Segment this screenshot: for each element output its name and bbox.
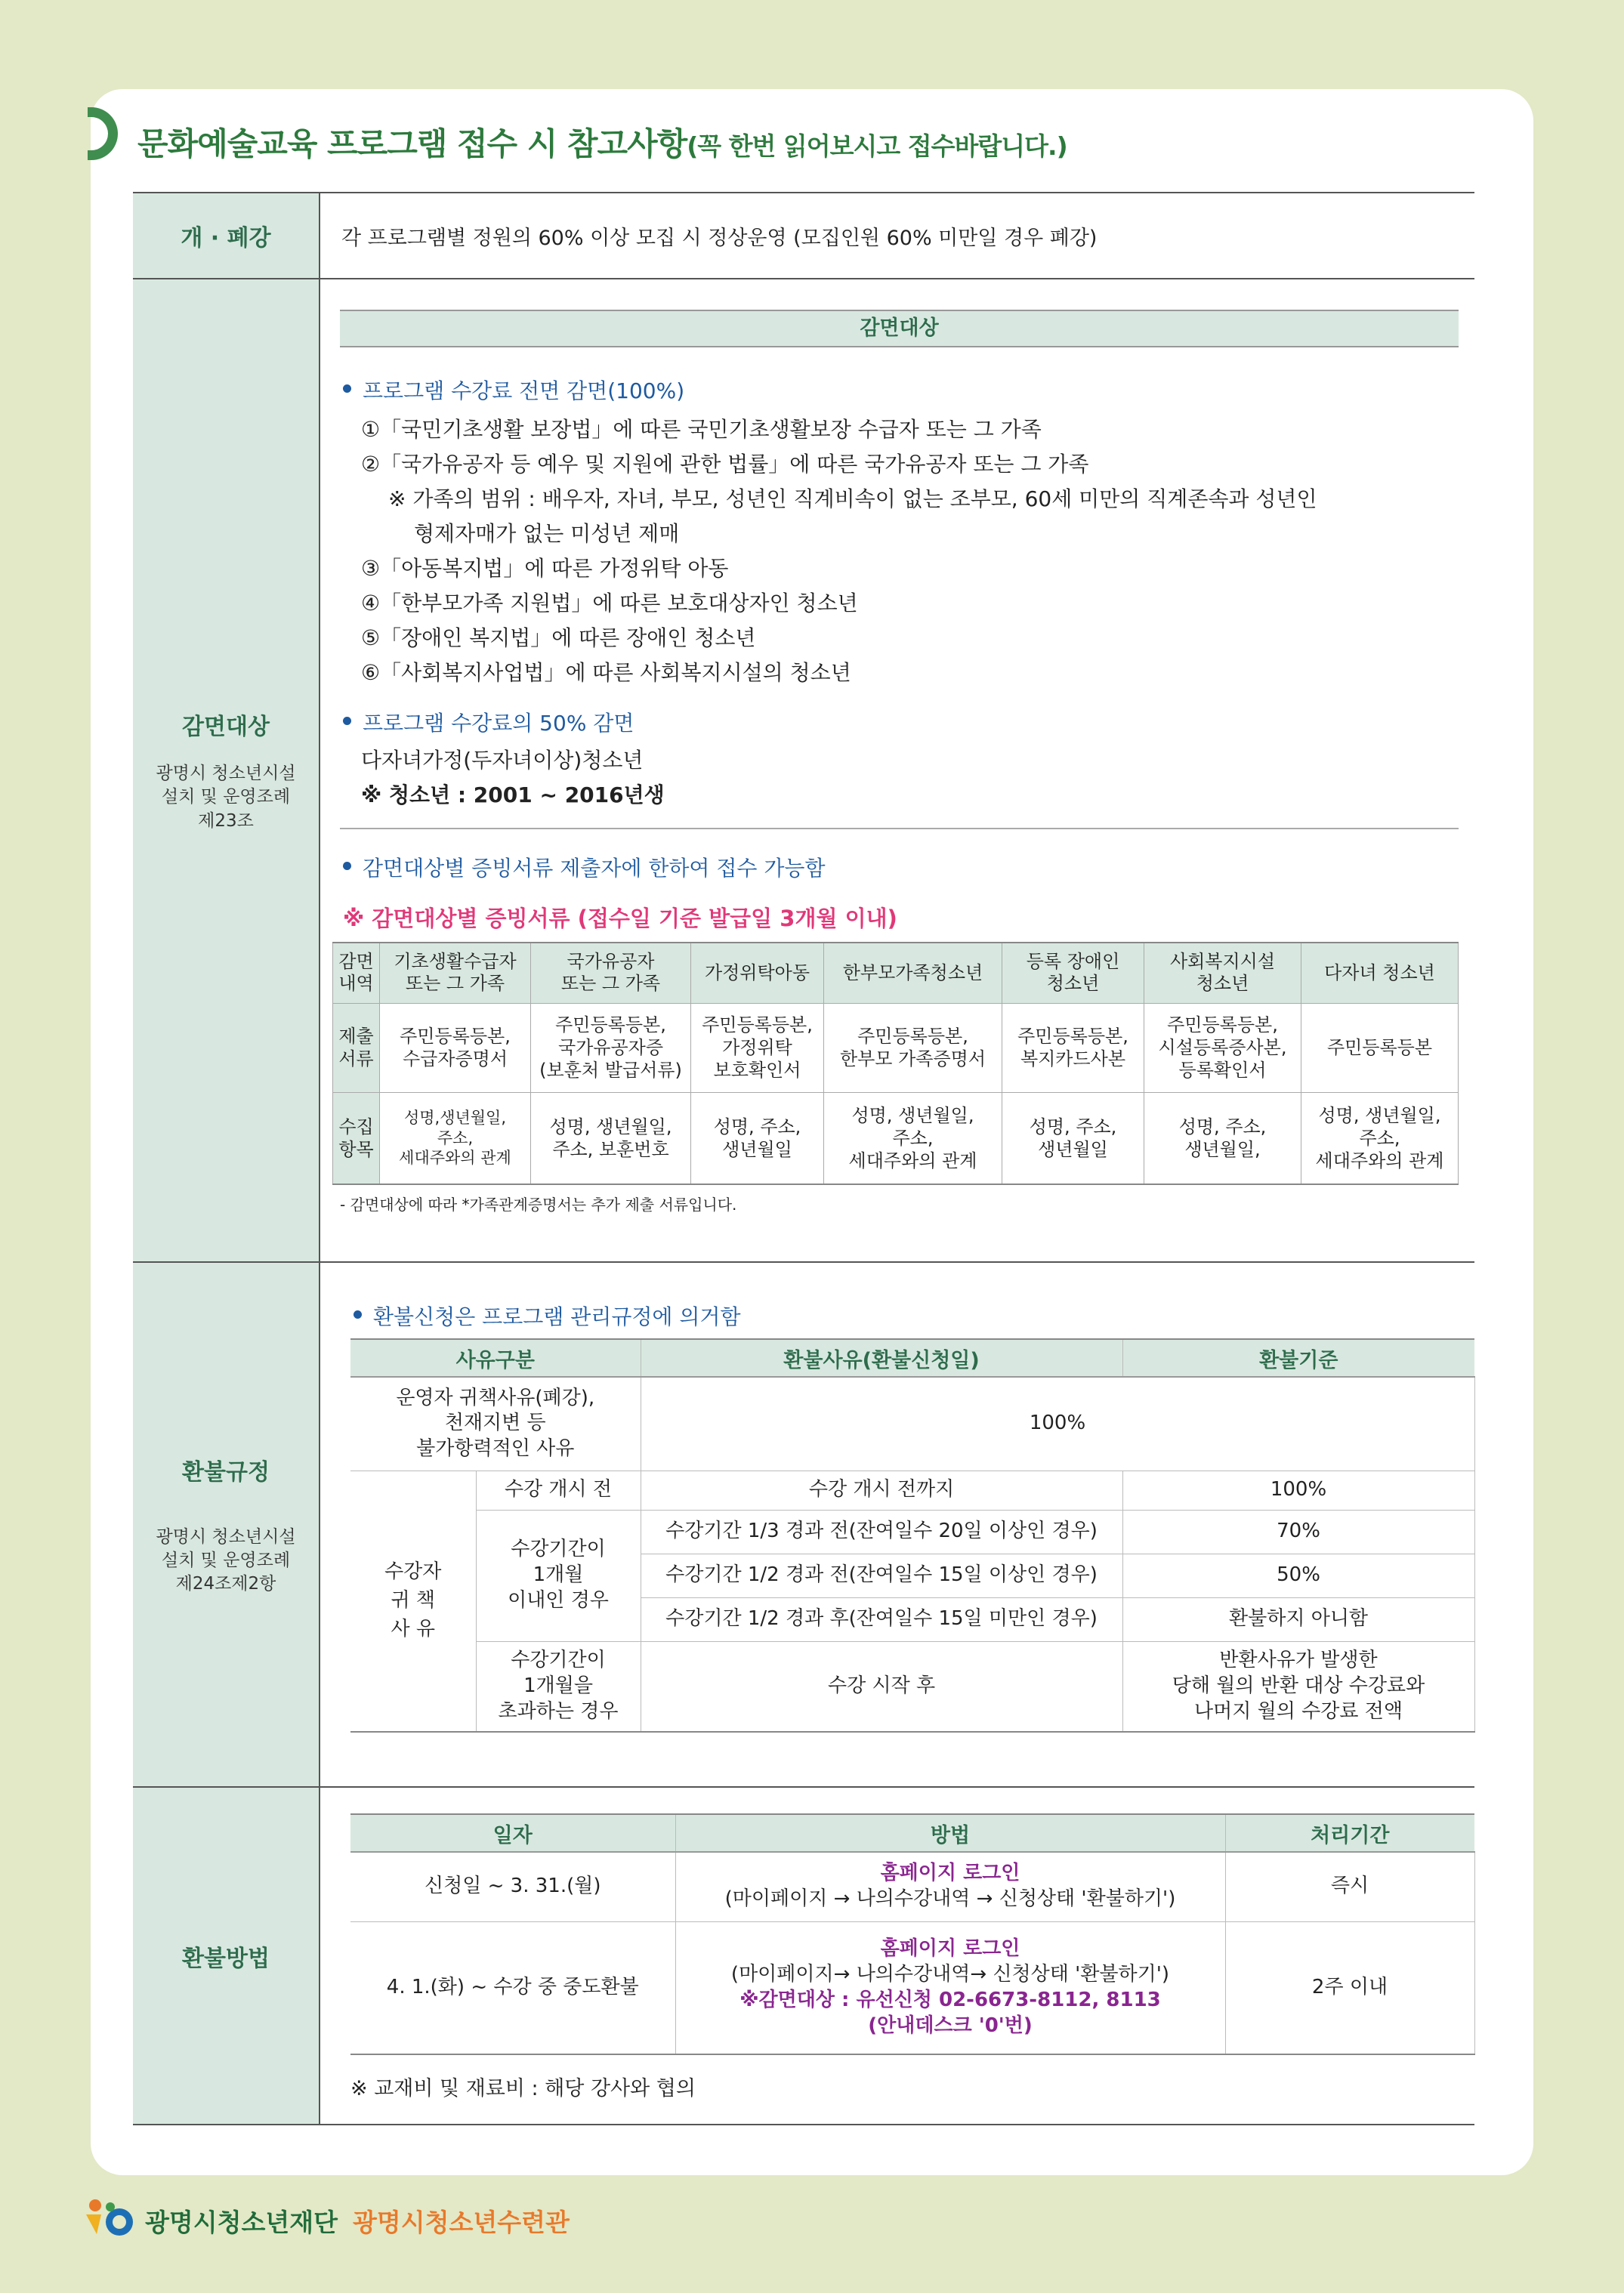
table-cell: 즉시 [1225,1852,1474,1921]
table-cell: 수강기간 1/2 경과 후(잔여일수 15일 미만인 경우) [641,1597,1122,1641]
table-cell: 성명, 생년월일, 주소, 세대주와의 관계 [824,1092,1002,1184]
refund-law-line: 설치 및 운영조례 [161,1550,291,1570]
refund-method-note: ※ 교재비 및 재료비 : 해당 강사와 협의 [350,2077,696,2100]
refund-rule-table [350,1338,1475,1733]
table-cell: 성명,생년월일, 주소, 세대주와의 관계 [380,1092,531,1184]
table-header: 환불사유(환불신청일) [641,1339,1122,1377]
table-row [350,1471,1474,1510]
half-discount-list [340,743,1459,813]
table-cell: 수강기간이 1개월을 초과하는 경우 [476,1641,641,1732]
title-ring-icon [88,107,118,160]
table-header: 등록 장애인 청소년 [1002,943,1144,1003]
list-item: ②「국가유공자 등 예우 및 지원에 관한 법률」에 따른 국가유공자 또는 그 가족 [361,452,1089,477]
refund-method-table [350,1813,1475,2055]
list-item: ※ 청소년 : 2001 ~ 2016년생 [361,782,665,807]
table-cell [675,1852,1225,1921]
table-cell: 주민등록등본, 시설등록증사본, 등록확인서 [1144,1003,1301,1092]
table-cell: 4. 1.(화) ~ 수강 중 중도환불 [350,1921,675,2054]
row-label-cell [133,279,320,1261]
list-item: ⑤「장애인 복지법」에 따른 장애인 청소년 [361,625,756,650]
table-note: - 감면대상에 따라 *가족관계증명서는 추가 제출 서류입니다. [340,1196,737,1214]
table-cell: 수강기간 1/2 경과 전(잔여일수 15일 이상인 경우) [641,1554,1122,1597]
list-item: 형제자매가 없는 미성년 제매 [414,521,680,546]
table-cell: 50% [1122,1554,1474,1597]
table-cell: 수강기간이 1개월 이내인 경우 [476,1510,641,1641]
table-cell: 100% [641,1377,1474,1471]
list-item: ※ 가족의 범위 : 배우자, 자녀, 부모, 성년인 직계비속이 없는 조부모, 60세 미만의 직계존속과 성년인 [388,486,1317,511]
table-cell: 환불하지 아니함 [1122,1597,1474,1641]
list-item: 다자녀가정(두자녀이상)청소년 [361,748,644,773]
table-header: 일자 [350,1814,675,1852]
table-header: 국가유공자 또는 그 가족 [531,943,691,1003]
row-discount [133,279,1474,1263]
table-cell: 운영자 귀책사유(폐강), 천재지변 등 불가항력적인 사유 [350,1377,641,1471]
table-cell: 성명, 주소, 생년월일 [1002,1092,1144,1184]
table-cell: 수강기간 1/3 경과 전(잔여일수 20일 이상인 경우) [641,1510,1122,1554]
divider [340,828,1459,829]
row-refund-rule [133,1263,1474,1788]
refund-law-line: 제24조제2항 [175,1574,276,1594]
content-card [91,89,1533,2175]
table-header: 환불기준 [1122,1339,1474,1377]
table-cell: 성명, 생년월일, 주소, 세대주와의 관계 [1301,1092,1459,1184]
page-title [137,119,1067,165]
discount-section-bar: 감면대상 [340,310,1459,347]
discount-law-line: 광명시 청소년시설 [156,764,296,784]
table-row [350,1641,1474,1732]
table-header: 기초생활수급자 또는 그 가족 [380,943,531,1003]
list-item: ③「아동복지법」에 따른 가정위탁 아동 [361,556,729,581]
table-cell: 주민등록등본 [1301,1003,1459,1092]
table-cell: 반환사유가 발생한 당해 월의 반환 대상 수강료와 나머지 월의 수강료 전액 [1122,1641,1474,1732]
method-highlight: 홈페이지 로그인 [880,1862,1020,1885]
table-cell: 주민등록등본, 복지카드사본 [1002,1003,1144,1092]
discount-law [156,762,295,832]
list-item: ④「한부모가족 지원법」에 따른 보호대상자인 청소년 [361,591,858,616]
method-highlight: 홈페이지 로그인 [880,1937,1020,1961]
row-refund-method [133,1788,1474,2124]
method-extra: ※감면대상 : 유선신청 02-6673-8112, 8113 (안내데스크 '0'번) [739,1988,1161,2037]
list-item: ①「국민기초생활 보장법」에 따른 국민기초생활보장 수급자 또는 그 가족 [361,417,1042,442]
table-header: 다자녀 청소년 [1301,943,1459,1003]
table-header: 방법 [675,1814,1225,1852]
row-label-refund-method: 환불방법 [182,1945,270,1972]
discount-law-line: 설치 및 운영조례 [161,787,291,807]
proof-docs-table [332,942,1459,1185]
list-item: ⑥「사회복지사업법」에 따른 사회복지시설의 청소년 [361,660,851,685]
table-cell: 수강 시작 후 [641,1641,1122,1732]
info-table [133,192,1474,2125]
row-label-cell [133,193,320,278]
table-cell: 성명, 주소, 생년월일 [691,1092,824,1184]
table-row [350,1852,1474,1921]
table-cell: 신청일 ~ 3. 31.(월) [350,1852,675,1921]
table-cell: 성명, 생년월일, 주소, 보훈번호 [531,1092,691,1184]
refund-rule-bullet: 환불신청은 프로그램 관리규정에 의거함 [350,1301,1475,1331]
table-header: 사유구분 [350,1339,641,1377]
page-title-sub: (꼭 한번 읽어보시고 접수바랍니다.) [687,131,1067,161]
table-row [333,1092,1459,1184]
refund-law [156,1526,295,1596]
row-label-open-close: 개 · 폐강 [181,225,271,252]
table-row [333,943,1459,1003]
half-discount-title: 프로그램 수강료의 50% 감면 [340,707,1459,737]
table-cell: 주민등록등본, 가정위탁 보호확인서 [691,1003,824,1092]
table-header: 한부모가족청소년 [824,943,1002,1003]
table-row [350,1814,1474,1852]
table-cell: 성명, 주소, 생년월일, [1144,1092,1301,1184]
table-cell: 주민등록등본, 한부모 가족증명서 [824,1003,1002,1092]
table-cell: 주민등록등본, 국가유공자증 (보훈처 발급서류) [531,1003,691,1092]
table-row [350,1377,1474,1471]
method-text: (마이페이지 → 나의수강내역 → 신청상태 '환불하기') [724,1887,1176,1911]
table-cell: 2주 이내 [1225,1921,1474,2054]
row-open-close [133,193,1474,279]
open-close-text: 각 프로그램별 정원의 60% 이상 모집 시 정상운영 (모집인원 60% 미만일 경우 폐강) [341,226,1098,250]
table-cell: 수강 개시 전까지 [641,1471,1122,1510]
row-label-discount: 감면대상 [182,714,270,741]
page-title-main: 문화예술교육 프로그램 접수 시 참고사항 [137,125,687,162]
table-header: 사회복지시설 청소년 [1144,943,1301,1003]
row-label-cell [133,1788,320,2124]
footer-org-center: 광명시청소년수련관 [353,2207,570,2237]
table-row [333,1003,1459,1092]
table-row [350,1510,1474,1554]
table-cell: 주민등록등본, 수급자증명서 [380,1003,531,1092]
foundation-logo-icon [85,2198,136,2243]
proof-title: ※ 감면대상별 증빙서류 (접수일 기준 발급일 3개월 이내) [343,906,897,931]
table-row [350,1339,1474,1377]
table-cell: 수강자 귀 책 사 유 [350,1471,476,1732]
row-label-cell [133,1263,320,1786]
footer [85,2198,570,2243]
table-cell: 70% [1122,1510,1474,1554]
footer-org-foundation: 광명시청소년재단 [145,2207,338,2237]
table-header: 감면 내역 [333,943,380,1003]
table-header: 가정위탁아동 [691,943,824,1003]
discount-law-line: 제23조 [198,810,254,831]
row-label-refund-rule: 환불규정 [182,1458,270,1486]
refund-law-line: 광명시 청소년시설 [156,1526,296,1547]
table-header: 처리기간 [1225,1814,1474,1852]
table-row [350,1921,1474,2054]
table-cell: 수강 개시 전 [476,1471,641,1510]
full-discount-title: 프로그램 수강료 전면 감면(100%) [340,375,1459,405]
full-discount-list [340,412,1459,690]
method-text: (마이페이지→ 나의수강내역→ 신청상태 '환불하기') [730,1962,1170,1986]
table-cell: 100% [1122,1471,1474,1510]
table-cell: 수집 항목 [333,1092,380,1184]
table-cell [675,1921,1225,2054]
table-cell: 제출 서류 [333,1003,380,1092]
proof-bullet: 감면대상별 증빙서류 제출자에 한하여 접수 가능함 [340,852,1459,882]
